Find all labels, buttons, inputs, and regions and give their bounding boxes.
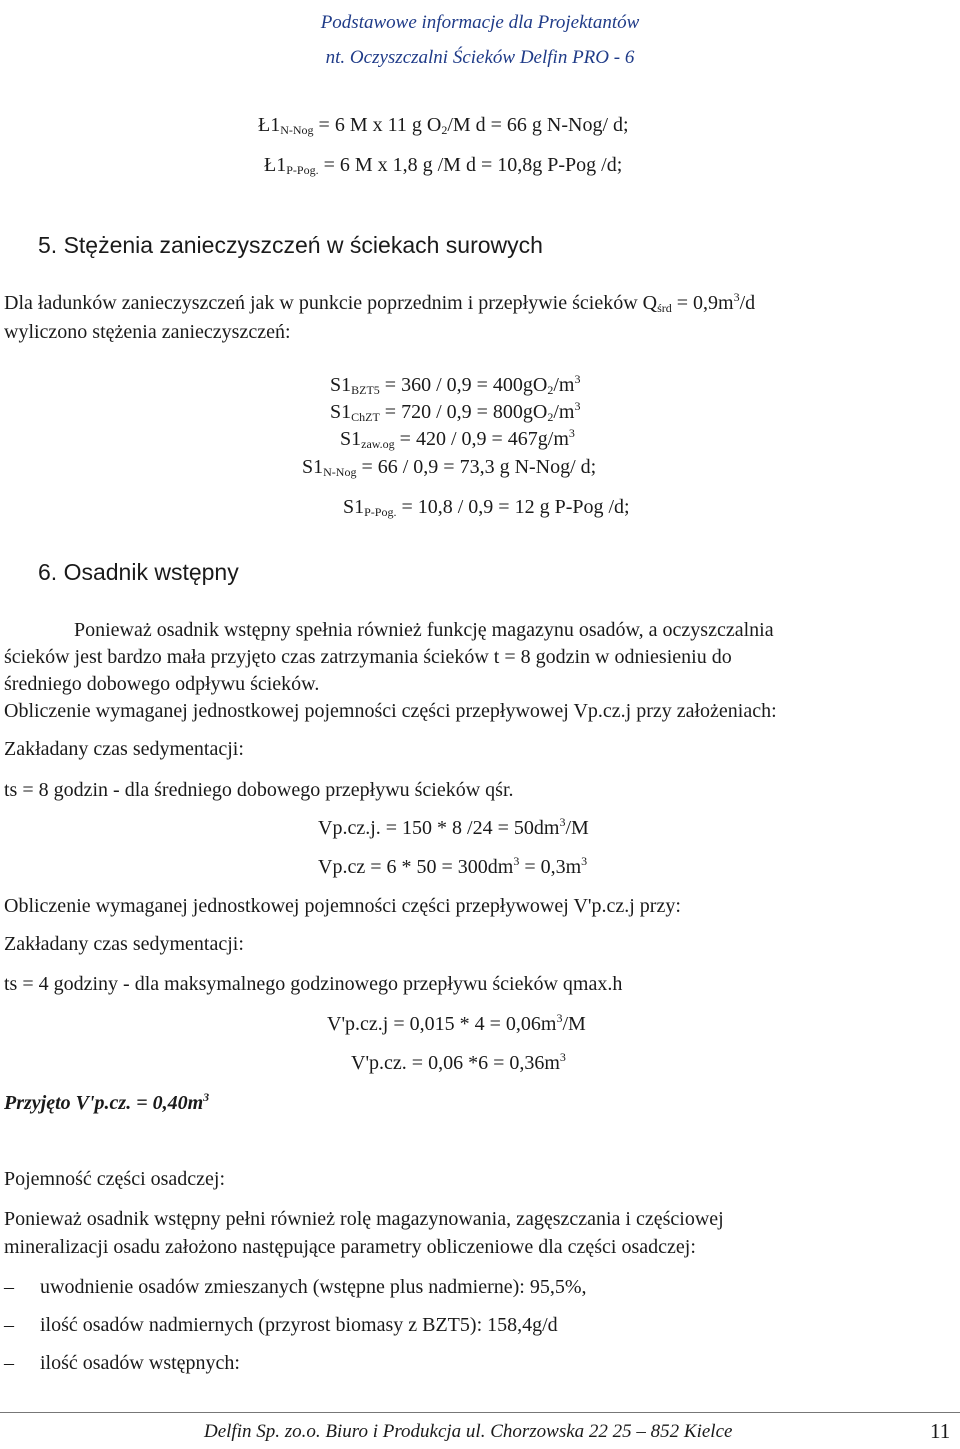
accepted-volume: Przyjęto V'p.cz. = $0,40m^3$ <box>4 1090 210 1114</box>
equation-v-prime-pczj: $V'p.cz.j = 0,015 * 4 = 0,06m^3/M$ <box>327 1011 586 1035</box>
list-item: – ilość osadów nadmiernych (przyrost biomasy z BZT5): 158,4g/d <box>4 1314 558 1336</box>
equation-s1-chzt: $S1_{ChZT} = 720 / 0,9 = 800gO_2/m^3$ <box>330 399 581 424</box>
section-6-paragraph-line2: ścieków jest bardzo mała przyjęto czas zatrzymania ścieków t = 8 godzin w odniesieniu do <box>4 646 732 668</box>
sedimentation-time-label-1: Zakładany czas sedymentacji: <box>4 738 244 760</box>
footer-divider <box>0 1412 960 1413</box>
equation-v-prime-pcz: V'p.cz. = 0,06 $*6 = 0,36m^3$ <box>351 1050 566 1074</box>
equation-l1-ppog: $Ł1_{P-Pog.} = 6$ M x 1,8 g /M d = 10,8g P-Pog /d; <box>264 154 623 177</box>
ts-8-hours-line: ts = 8 godzin - dla średniego dobowego przepływu ścieków qśr. <box>4 779 514 801</box>
section-6-heading: 6. Osadnik wstępny <box>38 559 239 585</box>
section-6-paragraph-line4: Obliczenie wymaganej jednostkowej pojemności części przepływowej Vp.cz.j przy założeniach: <box>4 700 777 722</box>
header-subtitle: nt. Oczyszczalni Ścieków Delfin PRO - 6 <box>325 47 635 68</box>
section-6-paragraph-line3: średniego dobowego odpływu ścieków. <box>4 673 320 695</box>
page-number: 11 <box>930 1419 951 1443</box>
header-title: Podstawowe informacje dla Projektantów <box>320 12 640 33</box>
section-5-paragraph-line1: Dla ładunków zanieczyszczeń jak w punkcie poprzednim i przepływie ścieków $Q_{śrd} = 0,9m^3/d$ <box>4 290 756 315</box>
equation-vpczj: Vp.cz.j. = 150 * 8 $/24 = 50dm^3/M$ <box>318 815 589 839</box>
settling-part-capacity-label: Pojemność części osadczej: <box>4 1168 226 1190</box>
section-6-paragraph-line1: Ponieważ osadnik wstępny spełnia również funkcję magazynu osadów, a oczyszczalnia <box>74 619 774 641</box>
list-item: – uwodnienie osadów zmieszanych (wstępne plus nadmierne): 95,5%, <box>4 1276 587 1298</box>
sedimentation-time-label-2: Zakładany czas sedymentacji: <box>4 933 244 955</box>
bullet-dash-icon: – <box>4 1314 14 1336</box>
bullet-dash-icon: – <box>4 1352 14 1374</box>
equation-s1-nnog: $S1_{N-Nog} = 66 / 0,9 = 73,3$ g N-Nog/ d; <box>302 456 597 479</box>
equation-s1-zawog: $S1_{zaw.og} = 420 / 0,9 = 467g/m^3$ <box>340 426 575 451</box>
settling-paragraph-line1: Ponieważ osadnik wstępny pełni również rolę magazynowania, zagęszczania i częściowej <box>4 1208 724 1230</box>
list-item: – ilość osadów wstępnych: <box>4 1352 240 1374</box>
equation-l1-nnog: $Ł1_{N-Nog} = 6$ M x 11 g $O_2/M$ d = 66 g N-Nog/ d; <box>258 114 629 137</box>
ts-4-hours-line: ts = 4 godziny - dla maksymalnego godzinowego przepływu ścieków qmax.h <box>4 973 623 995</box>
bullet-dash-icon: – <box>4 1276 14 1298</box>
equation-s1-bzt5: $S1_{BZT5} = 360 / 0,9 = 400gO_2/m^3$ <box>330 372 581 397</box>
section-5-heading: 5. Stężenia zanieczyszczeń w ściekach surowych <box>38 232 543 258</box>
footer-text: Delfin Sp. zo.o. Biuro i Produkcja ul. Chorzowska 22 25 – 852 Kielce <box>204 1421 733 1442</box>
calc-v-prime-line: Obliczenie wymaganej jednostkowej pojemności części przepływowej V'p.cz.j przy: <box>4 895 681 917</box>
section-5-paragraph-line2: wyliczono stężenia zanieczyszczeń: <box>4 321 291 343</box>
settling-paragraph-line2: mineralizacji osadu założono następujące parametry obliczeniowe dla części osadczej: <box>4 1236 696 1258</box>
equation-vpcz: $Vp.cz = 6 * 50 = 300dm^3 = 0,3m^3$ <box>318 854 588 878</box>
equation-s1-ppog: $S1_{P-Pog.} = 10,8 / 0,9 = 12$ g P-Pog /d; <box>343 496 630 519</box>
